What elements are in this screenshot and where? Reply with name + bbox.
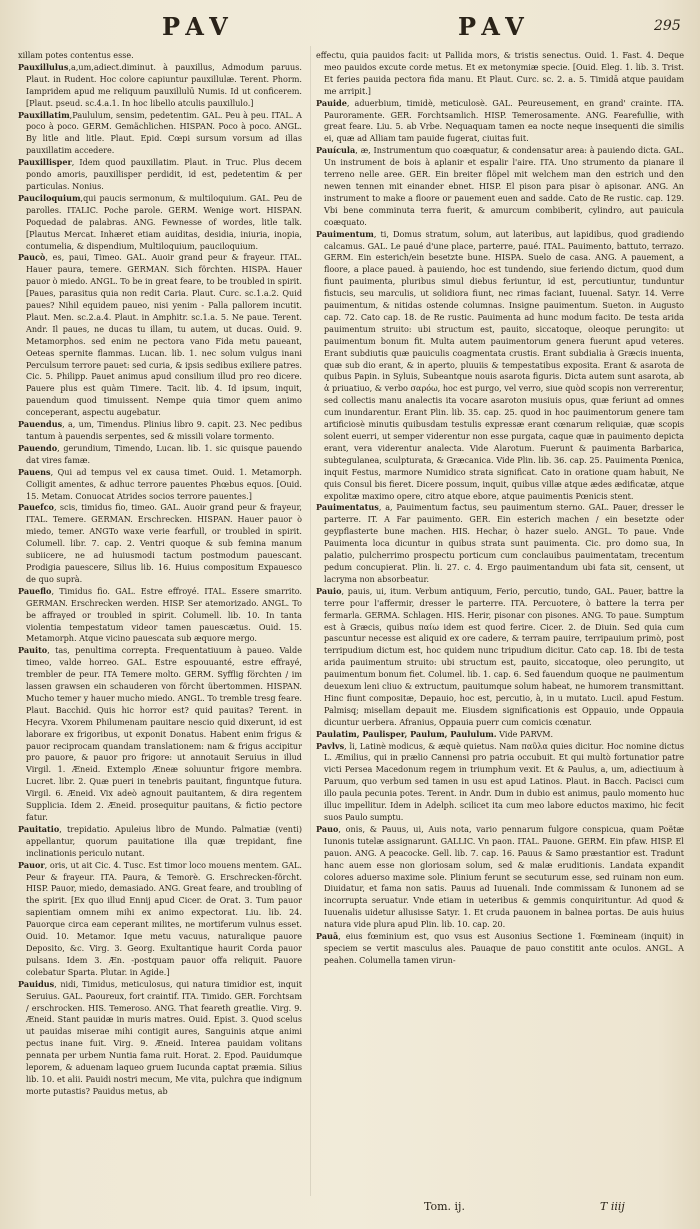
dictionary-entry [18, 824, 302, 860]
entry-headword: Pauxillulus [18, 61, 69, 72]
running-header [0, 8, 700, 42]
entry-text: , onis, & Pauus, ui, Auis nota, vario pennarum fulgore conspicua, quam Poëtæ Iunonis tutelæ assignarunt. GALLIC. Vn paon. ITAL. Pauone. GERM. Ein pfaw. HISP. El pauon. ANG. A peacocke. Gell. lib. 7. cap. 16. Pauus & Samo præstantior est. Tradunt hanc auem esse non gloriosam solum, sed & malæ eruditionis. Landata expandit colores aduerso maxime sole. Plinium ferunt se secuturum esse, sed ruinam non eum. Diuidatur, et fama non satis. Pauus ad Iuuenali. Inde commissam & Iunonem ad se incorrupta seruatur. Vnde etiam in ueteribus & gemmis conquirituntur. Ad quod & Iuuenalis uidetur allusisse Satyr. 1. Et cruda pauonem in balnea portas. De auis huius natura vide plura apud Plin. lib. 10. cap. 20. [324, 823, 684, 930]
dictionary-entry [18, 586, 302, 646]
column-gutter [310, 46, 311, 1196]
page-number: 295 [654, 18, 681, 34]
entry-headword: Pauícula [316, 145, 356, 156]
entry-text: , Timidus fio. GAL. Estre effroyé. ITAL. Essere smarrito. GERMAN. Erschrecken werden. HISP. Ser atemorizado. ANGL. To be affrayed or troubled in spirit. Columell. lib. 10. In tanta violentia tempestatum videor tamen pauescætus. Ouid. 15. Metamorph. Atque vicino pauescata sub æquore mergo. [26, 585, 302, 644]
entry-headword: Pauidus [18, 978, 55, 989]
entry-headword: Paulatim, Paulisper, Paulum, Paululum. [316, 728, 497, 739]
dictionary-entry [18, 443, 302, 467]
entry-headword: Pauciloquium [18, 192, 81, 203]
entry-headword: Pauio [316, 585, 342, 596]
right-running-head: PAV [458, 12, 531, 41]
entry-headword: Paucò [18, 252, 46, 263]
entry-text: , Qui ad tempus vel ex causa timet. Ouid. 1. Metamorph. Colligit amentes, & adhuc terrore pauentes Phœbus equos. [Ouid. 15. Metam. Conuocat Atrides socios terrore pauentes.] [26, 466, 302, 501]
dictionary-entry [316, 229, 684, 503]
entry-headword: Pauendo [18, 442, 58, 453]
right-column [316, 50, 684, 1218]
entry-text: , nidi, Timidus, meticulosus, qui natura timidior est, inquit Seruius. GAL. Paoureux, fort craintif. ITA. Timido. GER. Forchtsam / erschrocken. HIS. Temeroso. ANG. That feareth greatlie. Virg. 9. Æneid. Stant pauidæ in muris matres. Ouid. Epist. 3. Quod scelus ut pauidas miserae mihi contigit aures, Sanguinis atque animi pectus inane fuit. Virg. 9. Æneid. Interea pauidam volitans pennata per urbem Nuntia fama ruit. Horat. 2. Epod. Pauidumque leporem, & aduenam laqueo gruem Iucunda captat præmia. Silius lib. 10. et alii. Pauidi nostri mecum, Me vita, pulchra que indignum morte putastis? Pauidus metus, ab [26, 978, 302, 1096]
entry-headword: Pauor [18, 859, 45, 870]
entry-headword: Paueflo [18, 585, 52, 596]
entry-text: , scis, timidus fio, timeo. GAL. Auoir grand peur & frayeur, ITAL. Temere. GERMAN. Erschrecken. HISPAN. Hauer pauor ò miedo, temer. ANGTo waxe verie fearfull, or troubled in spirit. Columell. libr. 7. cap. 2. Ventri quoque & sub femina manum subiicere, ne ad huiusmodi tactum postmodum pauescant. Prodigia pauescere, Silius lib. 16. Huius compositum Expauesco de quo suprà. [26, 502, 302, 584]
entry-headword: Pauide [316, 97, 347, 108]
entry-text: , oris, ut ait Cic. 4. Tusc. Est timor loco mouens mentem. GAL. Peur & frayeur. ITA. Paura, & Temorè. G. Erschrecken-förcht. HISP. Pauor, miedo, demasiado. ANG. Great feare, and troubling of the spirit. [Ex quo illud Ennij apud Cicer. de Orat. 3. Tum pauor sapientiam omnem mihi ex animo expectorat. Liu. lib. 24. Pauorque circa eam ceperant milites, ne mortiferum vulnus esset. Ouid. 10. Metamor. Ique metu vacuus, naturalique pauore Deposito, &c. Virg. 3. Georg. Exultantique haurit Corda pauor pulsans. Idem 3. Æn. -postquam pauor offa reliquit. Pauore colebatur Sparta. Plutar. in Agide.] [26, 859, 302, 977]
entry-headword: Pauxillisper [18, 157, 72, 168]
entry-headword: Pauefco [18, 502, 54, 513]
dictionary-entry [18, 252, 302, 419]
entry-text: , æ, Instrumentum quo coæquatur, & condensatur area: à pauiendo dicta. GAL. Un instrument de bois à aplanir et espalir l'aire. ITA. Uno strumento da pianare il terreno nelle aree. GER. Ein breiter flöpel mit welchem man den estrich und den newen tennen mit einander ebnet. HISP. El pison para pisar ò apisonar. ANG. An instrument to make a floore or pauement euen and sadde. Cato de Re rustic. cap. 129. Vbi bene comminuta terra fuerit, & amurcum combiberit, cylindro, aut pauicula coæquato. [324, 145, 684, 227]
entry-text: , Idem quod pauxillatim. Plaut. in Truc. Plus decem pondo amoris, pauxillisper perdidit, id est, pedetentim & per particulas. Nonius. [26, 157, 302, 191]
dictionary-entry [18, 979, 302, 1098]
entry-text: , tas, penultima correpta. Frequentatiuum à paueo. Valde timeo, valde horreo. GAL. Estre espouuanté, estre effrayé, trembler de peur. ITA Temere molto. GERM. Syfflig förchten / im lassen grawsen ein schauderen von förcht übertommen. HISPAN. Mucho temer y hauer mucho miedo. ANGL. To tremble tresg feare. Plaut. Bacchid. Quis hic horror est? quid pauitas? Terent. in Hecyra. Vxorem Philumenam pauitare nescio quid dixerunt, id est laborare ex frigoribus, ut exponit Donatus. Habent enim frigus & pauor reciprocam quandam translationem: nam & frigus accipitur pro pauore, & pauor pro frigore: ut annotauit Seruius in illud Virgil. 1. Æneid. Extemplo Æneæ soluuntur frigore membra. Lucret. libr. 2. Quæ pueri in tenebris pauitant, finguntque futura. Virgil. 6. Æneid. Vix adeò agnouit pauitantem, & dira regentem Supplicia. Idem 2. Æneid. prosequitur pauitans, & fictio pectore fatur. [26, 645, 302, 822]
dictionary-entry [18, 419, 302, 443]
entry-text: , trepidatio. Apuleius libro de Mundo. Palmatiæ (venti) appellantur, quorum pauitatione illa quæ trepidant, fine inclinationis periculo nutant. [26, 823, 302, 858]
dictionary-entry [18, 157, 302, 193]
entry-headword: Pauimentum [316, 228, 374, 239]
dictionary-entry [18, 50, 302, 62]
dictionary-entry [316, 50, 684, 98]
left-column [18, 50, 302, 1218]
signature-mark: Tom. ij. [424, 1200, 465, 1213]
entry-headword: Pauimentatus [316, 502, 379, 513]
entry-text: , aduerbium, timidè, meticulosè. GAL. Peureusement, en grand' crainte. ITA. Pauroramente. GER. Forchtsamlich. HISP. Temerosamente. ANG. Fearefullie, with great feare. Liu. 5. ab Vrbe. Nequaquam tamen ea nocte neque insequenti die similis ei, quæ ad Alliam tam pauide fugerat, ciuitas fuit. [324, 97, 684, 144]
entry-headword: Pauendus [18, 419, 63, 430]
entry-text: , pauis, ui, itum. Verbum antiquum, Ferio, percutio, tundo, GAL. Pauer, battre la terre pour l'affermir, dresser le parterre. ITA. Percuotere, ò battere la terra per fermarla. GERMA. Schlagen. HIS. Herir, pisonar con pisones. ANG. To paue. Sumptum est à Græcis, quibus παίω idem est quod ferire. Cicer. 2. de Diuin. Sed quia cum pascuntur necesse est aliquid ex ore cadere, & terram pauire, terripauium primò, post terripudium dictum est, hoc quidem nunc tripudium dicitur. Cato cap. 18. Ibi de testa arida pauimentum struito: ubi structum est, pauito, siccatoque, oleo perungito, ut pauimentum bonum fiet. Columel. lib. 1. cap. 6. Sed fauendum quoque ne pauimentum deuexum leni cliuo & extructum, pauitumque solum habeat, ne humorem transmittant. Hinc fiunt compositæ, Depauio, hoc est, percutio, à, in u mutato. Lucil. apud Festum. Palmisq; misellam depauit me. Eiusdem significationis est Oppauio, unde Oppauia dicuntur uerbera. Afranius, Oppauia puerr cum comicis cœnatur. [324, 585, 684, 727]
dictionary-entry [316, 586, 684, 729]
entry-headword: Pauitatio [18, 823, 60, 834]
dictionary-entry [18, 645, 302, 824]
entry-headword: Pauā [316, 931, 339, 942]
dictionary-entry [316, 931, 684, 967]
entry-text: , es, paui, Timeo. GAL. Auoir grand peur & frayeur. ITAL. Hauer paura, temere. GERMAN. Sich förchten. HISPA. Hauer pauor ò miedo. ANGL. To be in great feare, to be troubled in spirit. [Paues, parasitus quia non redit Caria. Plaut. Curc. sc.1.a.2. Quid paues? Nihil equidem paueo, nisi yenim - Palla pallorem incutit. Plaut. Men. sc.2.a.4. Plaut. in Amphitr. sc.1.a. 5. Ne paue. Terent. Andr. Il paues, ne ducas tu illam, tu autem, ut ducas. Ouid. 9. Metamorphos. sed enim ne pectora vano Fida metu paueant, Oeteas spernite flammas. Lucan. lib. 1. nec solum vulgus inani Perculsum terrore pauet: sed curia, & ipsis sedibus exiliere patres. Cic. 5. Philipp. Pauet animus apud consilium illud pro reo dicere. Pauere plus est quàm Timere. Tacit. lib. 4. Id ipsum, inquit, pauendum quod timuissent. Nempe quia timor quem animo conceperant, aspectu augebatur. [26, 252, 302, 418]
entry-text: effectu, quia pauidos facit: ut Pallida mors, & tristis senectus. Ouid. 1. Fast. 4. Deque meo pauidos excute corde metus. Et ex metonymiæ specie. [Ouid. Eleg. 1. lib. 3. Trist. Et feries pauida pectora fida manu. Et Plaut. Curc. sc. 2. a. 5. Timidā atque pauidam me arripit.] [316, 50, 684, 96]
entry-text: xillam potes contentus esse. [18, 50, 134, 60]
entry-text: ,qui paucis sermonum, & multiloquium. GAL. Peu de parolles. ITALIC. Poche parole. GERM. Wenige wort. HISPAN. Poquedad de palabras. ANG. Fewnesse of wordes, litle talk. [Plautus Mercat. Inhæret etiam auiditas, desidia, iniuria, inopia, contumelia, & dispendium, Multiloquium, pauciloquium. [26, 192, 302, 251]
entry-headword: Pauito [18, 645, 48, 656]
dictionary-entry [18, 502, 302, 585]
dictionary-entry [316, 824, 684, 931]
entry-text: , a, um, Timendus. Plinius libro 9. capit. 23. Nec pedibus tantum à pauendis serpentes, sed & missili volare tormento. [26, 419, 302, 441]
entry-text: , a, Pauimentum factus, seu pauimentum sterno. GAL. Pauer, dresser le parterre. IT. A Far pauimento. GER. Ein esterich machen / ein besetzte oder geypflasterte bune machen. HIS. Hechar, ò hazer suelo. ANGL. To paue. Vnde Pauimenta loca dicuntur in quibus strata sunt pauimenta. Cic. pro domo sua, In palatio, pulcherrimo prospectu porticum cum conclauibus pauimentatam, trecentum pedum concupierat. Plin. li. 27. c. 4. Ergo pauimentandum ubi fata sit, censent, ut lacryma non absorbeatur. [324, 502, 684, 584]
entry-headword: Pauo [316, 823, 339, 834]
entry-headword: Pauxillatim [18, 109, 70, 120]
dictionary-entry [316, 98, 684, 146]
entry-text: , li, Latinè modicus, & æquè quietus. Nam παῦλα quies dicitur. Hoc nomine dictus L. Æmilius, qui in prælio Cannensi pro patria occubuit. Et qui multò fortunatior patre victi Persea Macedonum regem in triumphum vexit. Et & Paulus, a, um, adiectiuum à Paruum, quo verbum sed tamen in usu est apud Latinos. Plaut. in Bacch. Pacisci cum illo paula pecunia potes. Terent. in Andr. Dum in dubio est animus, paulo momento huc illuc impellitur. Idem in Adelph. scilicet ita cum meo labore eductos maximo, hic fecit suos Paulo sumptu. [324, 740, 684, 822]
entry-headword: Pauens [18, 466, 51, 477]
page-footer [0, 1198, 700, 1222]
left-running-head: PAV [162, 12, 235, 41]
dictionary-entry [316, 729, 684, 741]
entry-text: , gerundium, Timendo, Lucan. lib. 1. sic quisque pauendo dat vires famæ. [26, 442, 302, 465]
dictionary-entry [316, 741, 684, 824]
dictionary-entry [316, 502, 684, 585]
entry-text: ,a,um,adiect.diminut. à pauxillus, Admodum paruus. Plaut. in Rudent. Hoc colore capiuntur pauxillulæ. Terent. Phorm. Iampridem apud me reliquum pauxillulū Numis. Id ut conficerem. [Plaut. pseud. sc.4.a.1. In hoc libello atculis pauxillulo.] [26, 61, 302, 108]
dictionary-entry [316, 145, 684, 228]
entry-text: , ti, Domus stratum, solum, aut lateribus, aut lapidibus, quod gradiendo calcamus. GAL. Le paué d'une place, parterre, paué. ITAL. Pauimento, battuto, terrazo. GERM. Ein esterich/ein besetzte bune. HISPA. Suelo de casa. ANG. A pauement, a floore, a place paued. à pauiendo, hoc est tundendo, siue feriendo dictum, quod dum fiunt pauimenta, pluribus simul diebus feriuntur, id est, percutiuntur, tunduntur fistucis, seu marculis, ut solidiora fiunt, nec rimas faciant, Iuuenal. Satyr. 14. Verre pauimentum, & nitidas ostende columnas. Insigne pauimentum. Sueton. in Augusto cap. 72. Cato cap. 18. de Re rustic. Pauimenta ad hunc modum facito. De testa arida pauimentum struito: ubi structum est, pauito, siccatoque, oleoque perungito: ut pauimentum bonum fit. Multa autem pauimentorum genera fuerunt apud veteres. Erant subdiutis quæ pauiculis coagmentata crustis. Erant subdialia à Græcis inuenta, quæ sub dio erant, & in aperto, pluuiis & tempestatibus exposita. Erant & asarota de quibus Papin. in Syluis, Subeantque nouis asarota figuris. Dicta autem sunt asarota, ab ἀ priuatiuo, & verbo σαρόω, hoc est purgo, vel verro, siue quòd scopis non verrerentur, sed collectis manu analectis ita vocare asaroton musiuis opus, quæ feriunt ad omnes cum inundarentur. Erant Plin. lib. 35. cap. 25. quod in hoc pauimentorum genere tam artificiosè minutis quibusdam testulis expressæ erant cœnarum reliquiæ, quæ scopis solent euerri, ut semper viderentur non esse purgata, caque quæ in pauimento depicta erant, vera viderentur analecta. Vide Alarotum. Fuerunt & pauimenta Barbarica, subtegulanea, sculpturata, & Græcanica. Vide Plin. lib. 36. cap. 25. Pauimenta Pœnica, inquit Festus, marmore Numidico strata significat. Cato in oratione quam habuit, Ne quis Consul bis fieret. Dicere possum, inquit, quibus villæ atque ædes ædificatæ, atque expolitæ maximo opere, citro atque ebore, atque pauimentis Pœnicis stent. [324, 228, 684, 501]
entry-text: ,Paululum, sensim, pedetentim. GAL. Peu à peu. ITAL. A poco à poco. GERM. Gemächlichen. HISPAN. Poco à poco. ANGL. By litle and litle. Plaut. Epid. Cœpi sursum vorsum ad illas pauxillatim accedere. [26, 109, 302, 156]
dictionary-entry [18, 467, 302, 503]
entry-headword: Pavlvs [316, 740, 345, 751]
dictionary-entry [18, 110, 302, 158]
entry-text: Vide PARVM. [496, 728, 554, 739]
dictionary-entry [18, 860, 302, 979]
dictionary-entry [18, 62, 302, 110]
entry-text: , eius fœminium est, quo vsus est Ausonius Sectione 1. Fœmineam (inquit) in speciem se vertit masculus ales. Pauaque de pauo constitit ante oculos. ANGL. A peahen. Columella tamen virun- [324, 931, 684, 965]
dictionary-entry [18, 193, 302, 253]
catchword: T iiij [600, 1200, 625, 1213]
